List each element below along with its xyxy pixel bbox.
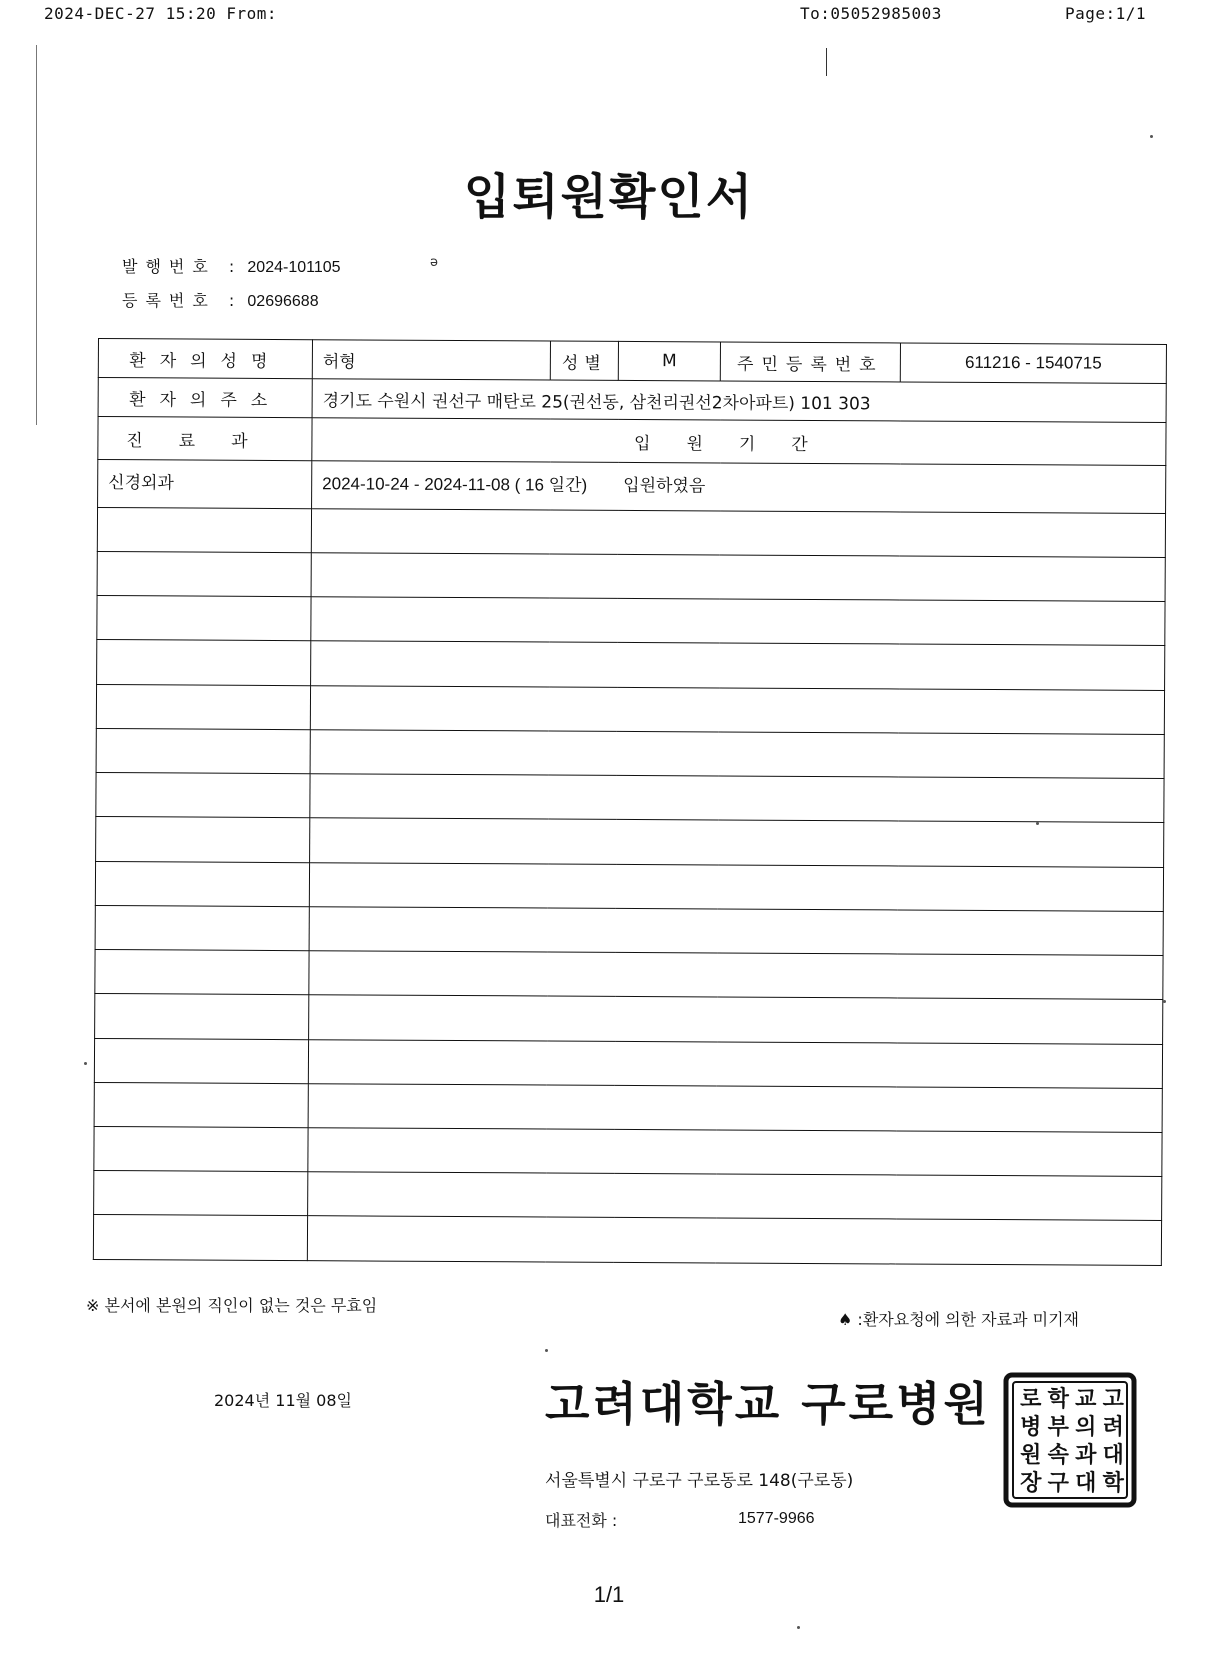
issue-number [122, 254, 341, 277]
admission-table [93, 338, 1166, 1266]
fax-header [0, 4, 1218, 28]
table-row [95, 994, 1163, 1044]
admission-period-cell [310, 685, 1164, 734]
svg-text:대: 대 [1075, 1471, 1097, 1496]
department-cell [95, 905, 309, 950]
svg-text:과: 과 [1075, 1443, 1097, 1468]
department-cell [97, 507, 311, 552]
registration-number [122, 288, 319, 311]
department-cell [95, 950, 309, 995]
svg-text:병: 병 [1020, 1415, 1042, 1440]
department-cell [94, 1082, 308, 1127]
scan-tick-mark [826, 48, 827, 76]
svg-text:고: 고 [1102, 1387, 1124, 1412]
department-cell [96, 728, 310, 773]
table-row [94, 1171, 1162, 1221]
department-header: 진료과 [98, 417, 312, 461]
department-cell [97, 640, 311, 685]
patient-name-label: 환자의성명 [98, 339, 312, 379]
svg-text:려: 려 [1102, 1415, 1124, 1440]
department-cell: 신경외과 [98, 460, 312, 509]
phone-label: 대표전화 : [545, 1511, 618, 1530]
admission-period-header: 입원기간 [312, 418, 1166, 466]
admission-period-cell [310, 774, 1164, 823]
issue-number-value: 2024-101105 [247, 259, 341, 276]
admission-period-cell [307, 1216, 1161, 1265]
validity-note: ※ 본서에 본원의 직인이 없는 것은 무효임 [86, 1296, 378, 1315]
scan-margin-line [36, 45, 37, 425]
svg-text:부: 부 [1047, 1415, 1069, 1440]
table-row [97, 507, 1165, 557]
department-cell [96, 817, 310, 862]
svg-text:의: 의 [1075, 1415, 1097, 1440]
admission-period-cell [312, 461, 1166, 513]
admission-status: 입원하였음 [623, 476, 706, 497]
admission-period-cell [309, 862, 1163, 911]
phone-number: 1577-9966 [738, 1510, 815, 1527]
patient-address-label: 환자의주소 [98, 378, 312, 418]
svg-text:학: 학 [1047, 1387, 1069, 1412]
registration-number-value: 02696688 [247, 293, 319, 310]
table-row [96, 817, 1164, 867]
table-row-headers [98, 417, 1166, 466]
admission-period-cell [308, 1172, 1162, 1221]
hospital-name: 고려대학교 구로병원 [545, 1377, 991, 1431]
scan-speck [797, 1626, 800, 1629]
svg-text:원: 원 [1020, 1443, 1042, 1468]
scan-speck [1036, 822, 1039, 825]
scan-speck [1163, 1000, 1166, 1003]
table-row [97, 596, 1165, 646]
svg-text:교: 교 [1075, 1387, 1097, 1412]
sex-value: M [618, 341, 720, 381]
department-cell [94, 1038, 308, 1083]
fax-to: To:05052985003 [800, 4, 942, 23]
department-cell [95, 994, 309, 1039]
scan-speck [545, 1349, 548, 1352]
table-row [93, 1215, 1161, 1265]
scan-speck [84, 1062, 87, 1065]
table-row [95, 950, 1163, 1000]
department-cell [94, 1171, 308, 1216]
department-cell [97, 551, 311, 596]
page-number: 1/1 [593, 1582, 625, 1607]
scan-mark: ə [430, 255, 438, 270]
patient-name-value: 허형 [312, 340, 550, 380]
department-cell [95, 861, 309, 906]
admission-period-cell [309, 907, 1163, 956]
registration-number-label: 등록번호 : [122, 291, 243, 310]
table-row [98, 460, 1166, 513]
admission-period-cell [309, 995, 1163, 1044]
patient-request-note: ♠ :환자요청에 의한 자료과 미기재 [838, 1310, 1080, 1329]
department-cell [97, 596, 311, 641]
department-cell [93, 1215, 307, 1261]
scan-speck [1150, 135, 1153, 138]
admission-period-cell [310, 730, 1164, 779]
svg-text:로: 로 [1020, 1387, 1042, 1412]
table-row [96, 728, 1164, 778]
table-row [96, 773, 1164, 823]
svg-text:구: 구 [1047, 1471, 1069, 1496]
document-title: 입퇴원확인서 [463, 169, 755, 225]
admission-period-cell [308, 1039, 1162, 1088]
rrn-value: 611216 - 1540715 [900, 343, 1166, 384]
table-row [94, 1038, 1162, 1088]
table-row [95, 861, 1163, 911]
admission-period-cell [311, 641, 1165, 690]
admission-dates: 2024-10-24 - 2024-11-08 ( 16 일간) [322, 474, 588, 496]
svg-text:학: 학 [1102, 1471, 1124, 1496]
fax-page: Page:1/1 [1065, 4, 1147, 23]
admission-period-cell [311, 508, 1165, 557]
department-cell [94, 1127, 308, 1172]
table-row [97, 551, 1165, 601]
admission-period-cell [308, 1083, 1162, 1132]
department-cell [96, 773, 310, 818]
patient-address-value: 경기도 수원시 권선구 매탄로 25(권선동, 삼천리권선2차아파트) 101 303 [312, 379, 1166, 423]
issue-number-label: 발행번호 : [122, 257, 243, 276]
admission-period-cell [310, 818, 1164, 867]
sex-label: 성별 [550, 341, 618, 380]
admission-period-cell [311, 553, 1165, 602]
table-row [94, 1127, 1162, 1177]
table-row [96, 684, 1164, 734]
issue-date: 2024년 11월 08일 [214, 1391, 352, 1410]
department-cell [96, 684, 310, 729]
admission-period-cell [309, 951, 1163, 1000]
svg-text:장: 장 [1020, 1471, 1042, 1496]
table-row [95, 905, 1163, 955]
table-row [97, 640, 1165, 690]
fax-from: 2024-DEC-27 15:20 From: [44, 4, 278, 23]
table-row-name [98, 339, 1166, 384]
svg-text:대: 대 [1102, 1443, 1124, 1468]
official-seal-stamp [1003, 1372, 1137, 1508]
table-row-address [98, 378, 1166, 423]
admission-period-cell [311, 597, 1165, 646]
admission-period-cell [308, 1128, 1162, 1177]
hospital-address: 서울특별시 구로구 구로동로 148(구로동) [545, 1471, 854, 1491]
rrn-label: 주민등록번호 [720, 342, 900, 382]
svg-text:속: 속 [1047, 1443, 1069, 1468]
table-row [94, 1082, 1162, 1132]
